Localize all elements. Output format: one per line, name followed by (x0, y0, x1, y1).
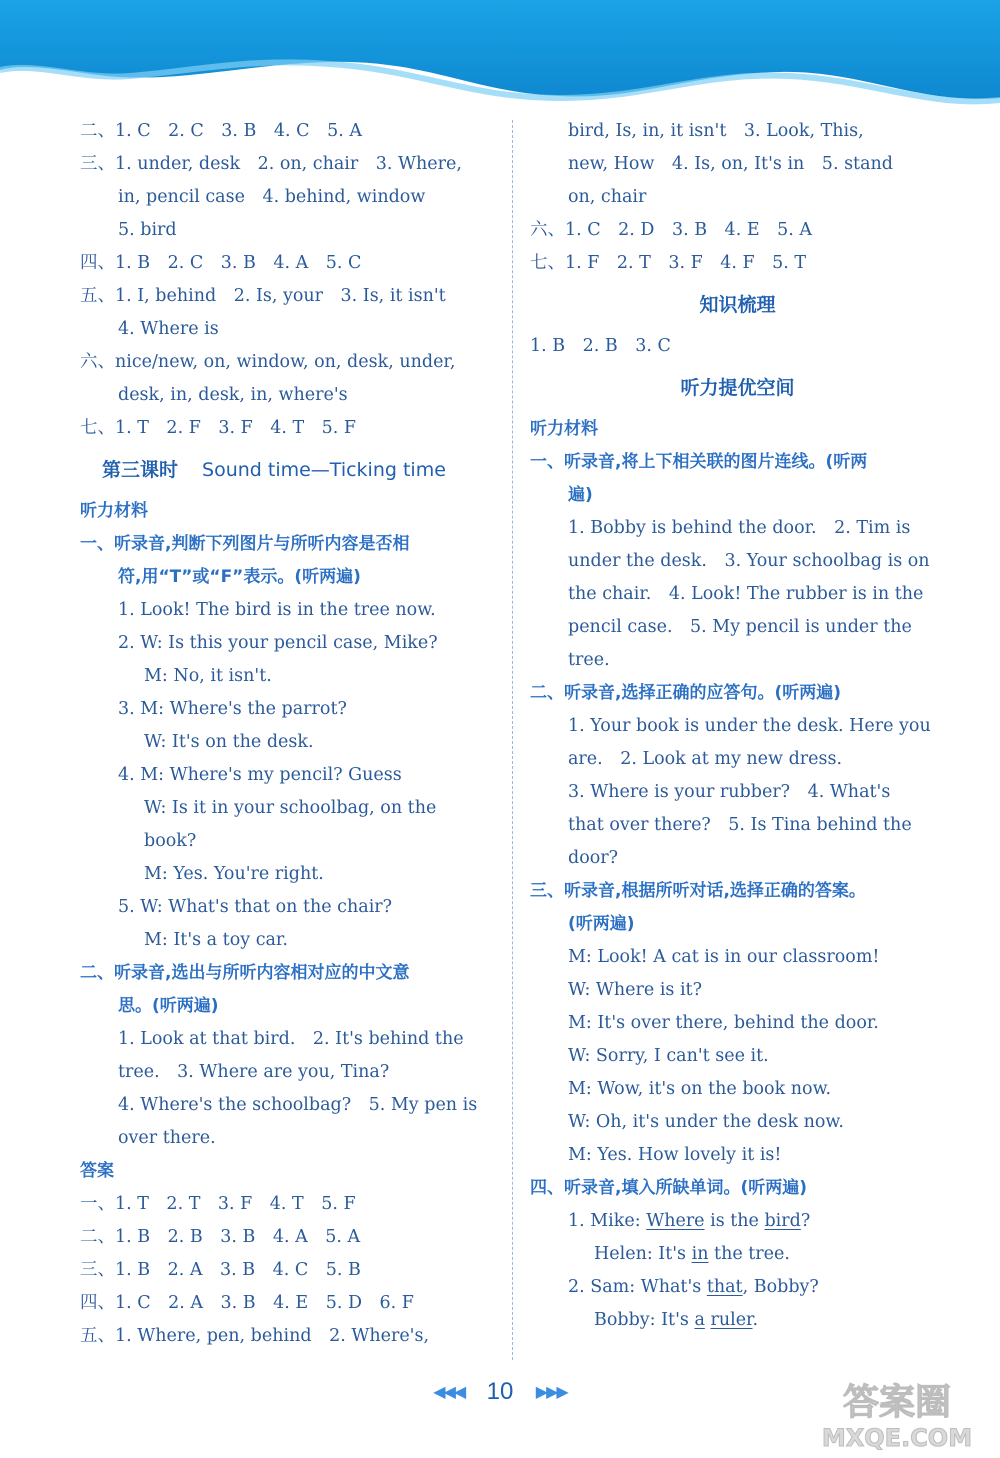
answer-blank: bird (764, 1211, 801, 1231)
text-line: tree. (568, 650, 610, 670)
answer-blank: in (691, 1244, 709, 1264)
text-line: 3. Where is your rubber? 4. What's (568, 782, 891, 802)
text-fragment: the tree. (708, 1244, 790, 1264)
text-fragment: Helen: It's (594, 1244, 692, 1264)
right-arrows-icon: ▶▶▶ (535, 1384, 567, 1401)
question-heading: 二、听录音,选择正确的应答句。(听两遍) (530, 683, 841, 703)
right-answers-top (530, 115, 945, 280)
question-heading: 思。(听两遍) (118, 996, 219, 1016)
svg-text:MXQE.COM: MXQE.COM (821, 1424, 973, 1452)
text-line: over there. (118, 1128, 216, 1148)
header-wave-banner (0, 0, 1000, 110)
question-heading: (听两遍) (568, 914, 635, 934)
text-line: W: Sorry, I can't see it. (568, 1046, 769, 1066)
answer-blank: a (694, 1310, 705, 1330)
text-line: book? (144, 831, 197, 851)
section-heading-knowledge: 知识梳理 (699, 294, 776, 316)
text-line: 二、1. C 2. C 3. B 4. C 5. A (80, 121, 362, 141)
left-listening-material (80, 528, 495, 1155)
question-heading: 一、听录音,将上下相关联的图片连线。(听两 (530, 452, 868, 472)
text-line: M: Yes. How lovely it is! (568, 1145, 782, 1165)
text-line: W: Oh, it's under the desk now. (568, 1112, 844, 1132)
left-arrows-icon: ◀◀◀ (433, 1384, 465, 1401)
right-column (530, 115, 945, 1337)
svg-text:答案圈: 答案圈 (842, 1382, 952, 1423)
section-heading-listening: 听力提优空间 (680, 377, 795, 399)
text-line: 4. Where is (118, 319, 219, 339)
text-line: 七、1. T 2. F 3. F 4. T 5. F (80, 418, 357, 438)
text-line: 4. M: Where's my pencil? Guess (118, 765, 402, 785)
left-answers-top (80, 115, 495, 445)
question-heading: 遍) (568, 485, 593, 505)
text-line: 四、1. B 2. C 3. B 4. A 5. C (80, 253, 362, 273)
question-heading: 三、听录音,根据所听对话,选择正确的答案。 (530, 881, 866, 901)
text-line: 三、1. under, desk 2. on, chair 3. Where, (80, 154, 462, 174)
text-line: 1. Your book is under the desk. Here you (568, 716, 931, 736)
text-line: desk, in, desk, in, where's (118, 385, 348, 405)
section-subtitle: Sound time—Ticking time (202, 459, 446, 481)
text-line: new, How 4. Is, on, It's in 5. stand (568, 154, 893, 174)
text-line: M: Look! A cat is in our classroom! (568, 947, 880, 967)
text-line: 5. W: What's that on the chair? (118, 897, 393, 917)
text-line: M: Yes. You're right. (144, 864, 324, 884)
text-fragment: 2. Sam: What's (568, 1277, 707, 1297)
text-line: 2. W: Is this your pencil case, Mike? (118, 633, 438, 653)
left-answers-bottom (80, 1188, 495, 1353)
text-line: 3. M: Where's the parrot? (118, 699, 347, 719)
fill-in-line-1 (530, 1205, 945, 1238)
text-line: 5. bird (118, 220, 177, 240)
column-divider (512, 120, 513, 1360)
text-line: 四、1. C 2. A 3. B 4. E 5. D 6. F (80, 1293, 414, 1313)
knowledge-answers: 1. B 2. B 3. C (530, 336, 671, 356)
question-heading: 四、听录音,填入所缺单词。(听两遍) (530, 1178, 807, 1198)
text-fragment: is the (704, 1211, 765, 1231)
question-heading: 二、听录音,选出与所听内容相对应的中文意 (80, 963, 410, 983)
text-line: 三、1. B 2. A 3. B 4. C 5. B (80, 1260, 361, 1280)
left-column (80, 115, 495, 1353)
answer-blank: ruler (710, 1310, 753, 1330)
text-fragment: Bobby: It's (594, 1310, 695, 1330)
listening-material-label: 听力材料 (530, 419, 598, 439)
section-title: 第三课时 (102, 459, 179, 481)
fill-in-line-3 (530, 1271, 945, 1304)
text-line: are. 2. Look at my new dress. (568, 749, 843, 769)
text-fragment: ? (800, 1211, 811, 1231)
text-line: M: Wow, it's on the book now. (568, 1079, 832, 1099)
fill-in-line-2 (530, 1238, 945, 1271)
text-line: door? (568, 848, 619, 868)
answer-blank: that (706, 1277, 743, 1297)
text-line: W: Is it in your schoolbag, on the (144, 798, 437, 818)
text-fragment: . (752, 1310, 759, 1330)
text-line: 1. Look at that bird. 2. It's behind the (118, 1029, 464, 1049)
text-line: W: It's on the desk. (144, 732, 314, 752)
text-line: M: No, it isn't. (144, 666, 272, 686)
text-line: 六、nice/new, on, window, on, desk, under, (80, 352, 456, 372)
text-line: tree. 3. Where are you, Tina? (118, 1062, 390, 1082)
text-line: W: Where is it? (568, 980, 702, 1000)
text-line: in, pencil case 4. behind, window (118, 187, 426, 207)
text-line: bird, Is, in, it isn't 3. Look, This, (568, 121, 864, 141)
text-line: on, chair (568, 187, 647, 207)
section-heading-lesson3 (80, 445, 495, 495)
text-line: that over there? 5. Is Tina behind the (568, 815, 912, 835)
page-number: 10 (486, 1378, 514, 1405)
text-line: 4. Where's the schoolbag? 5. My pen is (118, 1095, 478, 1115)
text-line: 二、1. B 2. B 3. B 4. A 5. A (80, 1227, 361, 1247)
fill-in-line-4 (530, 1304, 945, 1337)
text-line: pencil case. 5. My pencil is under the (568, 617, 912, 637)
answer-blank: Where (646, 1211, 705, 1231)
text-line: 六、1. C 2. D 3. B 4. E 5. A (530, 220, 812, 240)
text-fragment: 1. Mike: (568, 1211, 647, 1231)
text-line: 五、1. Where, pen, behind 2. Where's, (80, 1326, 430, 1346)
question-heading: 符,用“T”或“F”表示。(听两遍) (118, 567, 361, 587)
text-line: 一、1. T 2. T 3. F 4. T 5. F (80, 1194, 356, 1214)
text-fragment: , Bobby? (742, 1277, 819, 1297)
question-heading: 一、听录音,判断下列图片与所听内容是否相 (80, 534, 410, 554)
text-line: under the desk. 3. Your schoolbag is on (568, 551, 930, 571)
listening-material-label: 听力材料 (80, 501, 148, 521)
text-line: M: It's a toy car. (144, 930, 288, 950)
text-line: 七、1. F 2. T 3. F 4. F 5. T (530, 253, 807, 273)
text-line: 1. Look! The bird is in the tree now. (118, 600, 436, 620)
text-line: 1. Bobby is behind the door. 2. Tim is (568, 518, 911, 538)
text-line: 五、1. I, behind 2. Is, your 3. Is, it isn't (80, 286, 446, 306)
text-line: M: It's over there, behind the door. (568, 1013, 879, 1033)
answers-label: 答案 (80, 1161, 114, 1181)
watermark-logo (802, 1372, 992, 1452)
text-line: the chair. 4. Look! The rubber is in the (568, 584, 924, 604)
right-listening-material (530, 446, 945, 1205)
